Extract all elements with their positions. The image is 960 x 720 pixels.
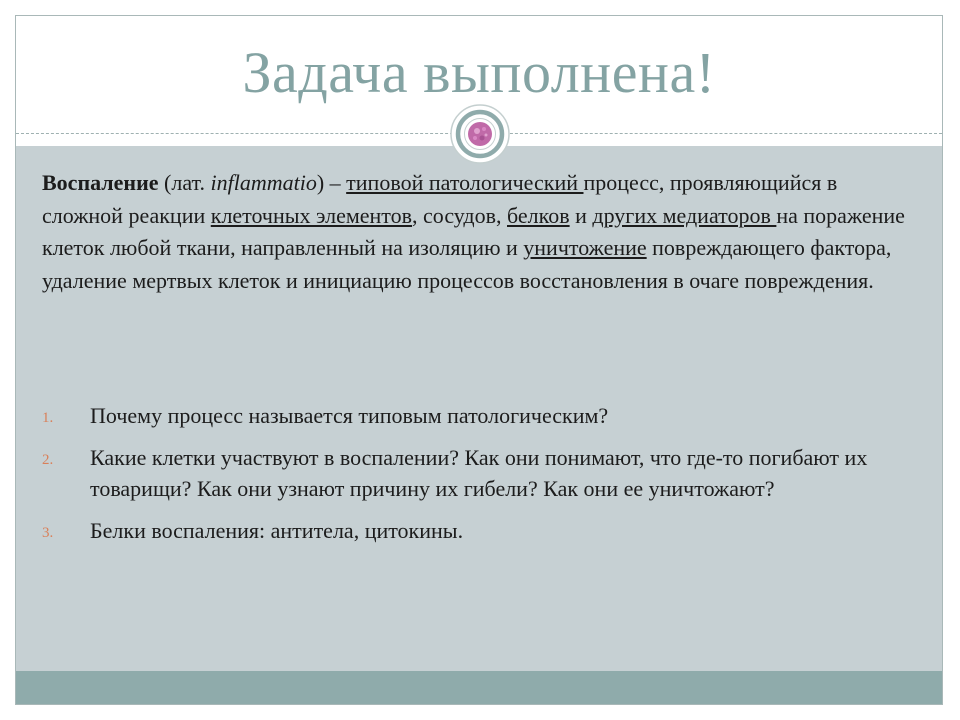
latin-term: inflammatio <box>210 170 317 195</box>
list-item-text: Белки воспаления: антитела, цитокины. <box>90 518 464 543</box>
list-item <box>42 442 922 504</box>
link-cellular-elements[interactable]: клеточных элементов <box>210 202 413 228</box>
intro-text-6: на поражение клеток любой ткани, направленный на изоляцию и <box>42 202 905 260</box>
term-text: Воспаление <box>42 170 159 195</box>
footer-band <box>16 671 942 704</box>
intro-text-2: ) – <box>316 170 347 195</box>
intro-text-3: процесс, проявляющийся в сложной реакции <box>42 170 838 228</box>
list-item-number: 1. <box>42 410 54 426</box>
definition-paragraph <box>42 167 922 297</box>
link-typical-pathological[interactable]: типовой патологический <box>346 170 584 195</box>
list-item-number: 2. <box>42 452 54 468</box>
intro-text-7: повреждающего фактора, удаление мертвых клеток и инициацию процессов восстановления в очаге повреждения. <box>42 235 892 293</box>
slide-title: Задача выполнена! <box>242 40 716 105</box>
link-proteins[interactable]: белков <box>507 202 570 228</box>
list-item <box>42 515 922 546</box>
intro-text-4: , сосудов, <box>412 202 507 228</box>
list-item <box>42 400 922 431</box>
questions-list <box>42 400 922 557</box>
link-other-mediators[interactable]: других медиаторов <box>592 202 777 228</box>
link-destruction[interactable]: уничтожение <box>523 235 647 260</box>
list-item-text: Почему процесс называется типовым патологическим? <box>90 403 609 428</box>
list-item-text: Какие клетки участвуют в воспалении? Как они понимают, что где-то погибают их товарищи? Как они узнают причину их гибели? Как они ее уничтожают? <box>90 445 868 501</box>
intro-text-1: (лат. <box>158 170 211 195</box>
intro-text-5: и <box>569 202 593 228</box>
ornament-circle-icon <box>448 102 512 166</box>
list-item-number: 3. <box>42 525 54 541</box>
